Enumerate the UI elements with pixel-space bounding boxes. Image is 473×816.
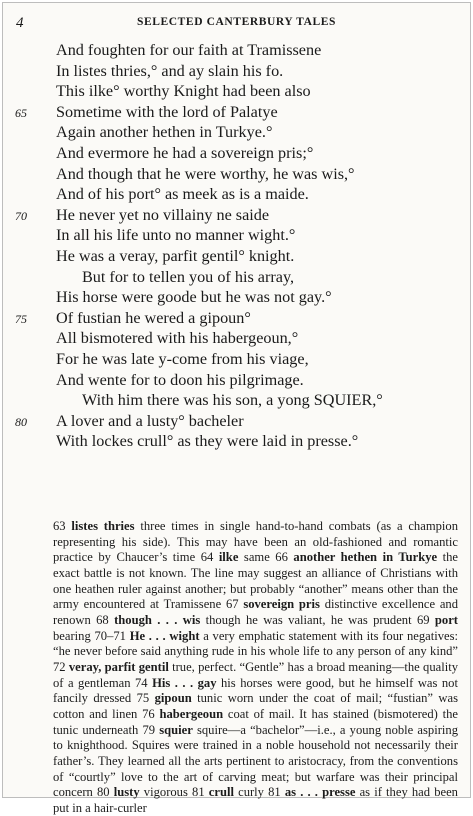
verse-text: He never yet no villainy ne saide: [56, 205, 270, 224]
verse-text: And though that he were worthy, he was wis,°: [56, 164, 355, 183]
poem-line: [3, 225, 470, 246]
line-number: 65: [15, 105, 27, 120]
poem-line: [3, 164, 470, 185]
note-gloss: true, perfect. “Gentle” has a broad meaning—the quality of a gentleman 74: [53, 659, 458, 690]
verse-text: All bismotered with his habergeoun,°: [56, 329, 299, 348]
poem-line: [3, 102, 470, 123]
footnotes: [53, 519, 458, 816]
poem-line: [3, 411, 470, 432]
note-gloss: the exact battle is not known. The line may suggest an alliance of Christians with one heathen ruler against another; but probably “another” means other than the army encountered at Tramissene 67: [53, 550, 458, 612]
note-gloss: though he was valiant, he was prudent 69: [200, 612, 435, 627]
note-lemma: listes thries: [71, 519, 135, 533]
verse-text: And evermore he had a sovereign pris;°: [56, 143, 314, 162]
poem-line: [3, 143, 470, 164]
running-head: SELECTED CANTERBURY TALES: [136, 16, 337, 28]
note-lemma: crull: [208, 785, 234, 800]
note-gloss: squire—a “bachelor”—i.e., a young noble aspiring to knighthood. Squires were trained in a noble household not necessarily their father’s. They learned all the arts pertinent to aristocracy, from the conventions of “courtly” love to the art of carving meat; but warfare was their principal concern 80: [53, 722, 458, 800]
verse-text: And of his port° as meek as is a maide.: [56, 185, 309, 204]
verse-text: But for to tellen you of his array,: [82, 267, 295, 286]
poem-line: [3, 370, 470, 391]
verse-text: A lover and a lusty° bacheler: [56, 411, 244, 430]
note-lemma: ilke: [218, 550, 239, 565]
verse-text: For he was late y-come from his viage,: [56, 349, 309, 368]
note-gloss: a very emphatic statement with its four negatives: “he never before said anything rude in his whole life to any person of any kind” 72: [53, 628, 459, 674]
note-gloss: as if they had been put in a hair-curler: [53, 785, 458, 815]
line-number: 70: [15, 208, 27, 223]
poem-line: [3, 308, 470, 329]
line-number: 80: [15, 414, 27, 429]
note-lemma: gipoun: [154, 691, 192, 706]
verse-text: Of fustian he wered a gipoun°: [56, 308, 251, 327]
note-lemma: His . . . gay: [152, 675, 217, 690]
verse-text: Again another hethen in Turkye.°: [56, 123, 273, 142]
note-gloss: coat of mail. It has stained (bismotered) the tunic underneath 79: [53, 706, 458, 737]
poem-line: [3, 431, 470, 452]
note-gloss: same 66: [238, 550, 294, 565]
poem-line: [3, 390, 470, 411]
poem-line: [3, 61, 470, 82]
poem-line: [3, 246, 470, 267]
verse-text: In all his life unto no manner wight.°: [56, 226, 296, 245]
note-gloss: vigorous 81: [139, 785, 209, 800]
verse-text: In listes thries,° and ay slain his fo.: [56, 61, 284, 80]
note-lemma: veray, parfit gentil: [68, 659, 169, 674]
verse-text: His horse were goode but he was not gay.°: [56, 288, 332, 307]
note-lemma: squier: [159, 722, 193, 737]
note-lemma: He . . . wight: [129, 628, 200, 643]
poem-line: [3, 122, 470, 143]
page-number: 4: [16, 15, 24, 31]
poem-line: [3, 81, 470, 102]
page-header: [3, 15, 470, 35]
note-lemma: as . . . presse: [284, 785, 356, 800]
poem-line: [3, 205, 470, 226]
book-page: [2, 2, 471, 815]
note-gloss: his horses were good, but he himself was not fancily dressed 75: [53, 675, 458, 706]
note-gloss: 63: [53, 519, 72, 533]
poem-line: [3, 267, 470, 288]
note-gloss: tunic worn under the coat of mail; “fustian” was cotton and linen 76: [53, 691, 458, 721]
poem-text: [3, 40, 470, 452]
note-lemma: port: [434, 612, 458, 627]
poem-line: [3, 287, 470, 308]
note-lemma: though . . . wis: [114, 612, 201, 627]
verse-text: With lockes crull° as they were laid in presse.°: [56, 432, 359, 451]
verse-text: And wente for to doon his pilgrimage.: [56, 370, 304, 389]
note-gloss: curly 81: [233, 785, 285, 800]
verse-text: And foughten for our faith at Tramissene: [56, 41, 322, 59]
verse-text: This ilke° worthy Knight had been also: [56, 82, 311, 101]
note-lemma: another hethen in Turkye: [293, 550, 438, 565]
note-gloss: three times in single hand-to-hand combats (as a champion representing his side). This may have been an old-fashioned and romantic practice by Chaucer’s time 64: [53, 519, 459, 565]
line-number: 75: [15, 311, 27, 326]
verse-text: With him there was his son, a yong SQUIER,°: [82, 391, 383, 410]
note-lemma: lusty: [113, 785, 140, 800]
note-gloss: distinctive excellence and renown 68: [53, 597, 459, 627]
verse-text: He was a veray, parfit gentil° knight.: [56, 246, 295, 265]
note-gloss: bearing 70–71: [53, 628, 130, 643]
verse-text: Sometime with the lord of Palatye: [56, 102, 278, 121]
poem-line: [3, 184, 470, 205]
poem-line: [3, 40, 470, 61]
poem-line: [3, 349, 470, 370]
note-lemma: sovereign pris: [243, 597, 320, 612]
poem-line: [3, 328, 470, 349]
note-lemma: habergeoun: [159, 706, 224, 721]
